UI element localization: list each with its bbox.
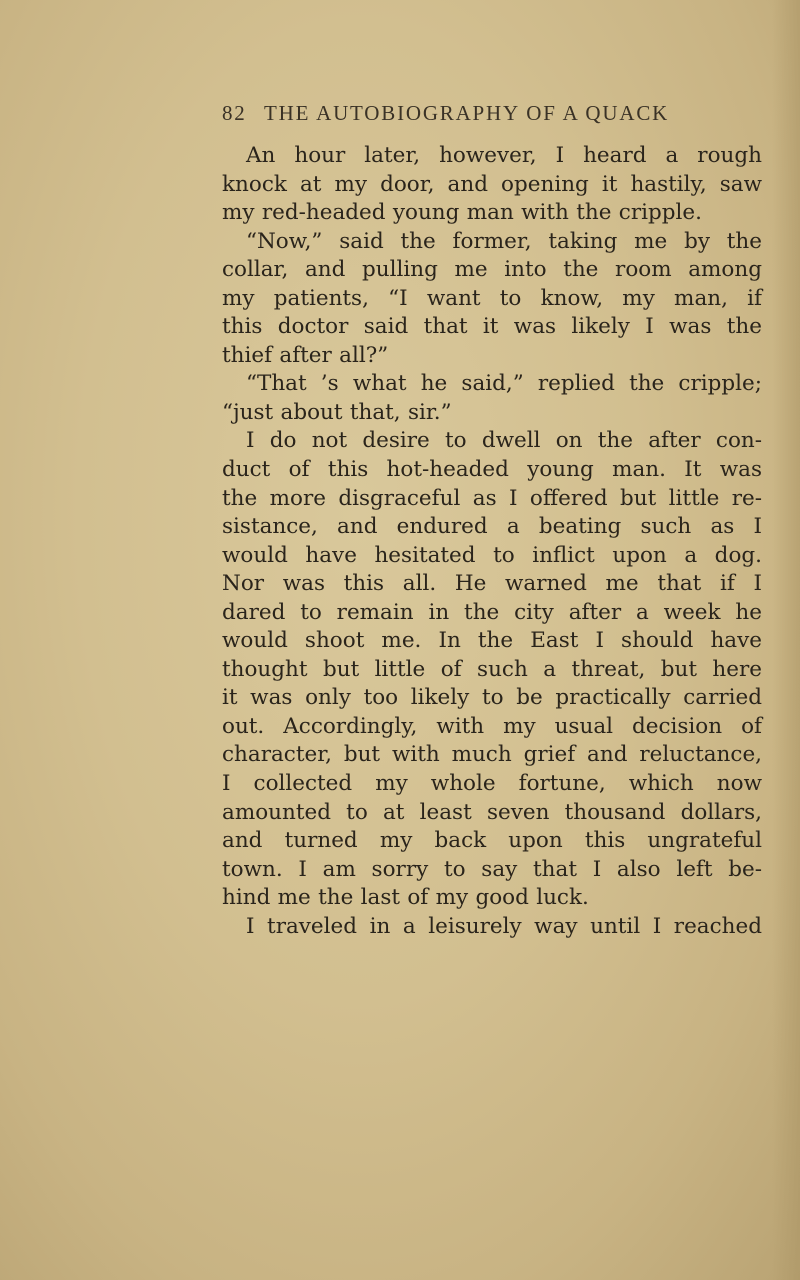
text-line: sistance, and endured a beating such as I (222, 514, 762, 540)
text-line: hind me the last of my good luck. (222, 885, 589, 911)
text-line: would have hesitated to inflict upon a dog. (222, 542, 762, 568)
text-line: thief after all?” (222, 342, 389, 368)
text-line: “just about that, sir.” (222, 399, 452, 425)
running-title: THE AUTOBIOGRAPHY OF A QUACK (264, 101, 670, 125)
text-line: Nor was this all. He warned me that if I (222, 571, 762, 597)
text-line: my patients, “I want to know, my man, if (222, 285, 762, 311)
text-line: dared to remain in the city after a week he (222, 599, 762, 625)
text-line: knock at my door, and opening it hastily, saw (222, 171, 762, 197)
text-line: character, but with much grief and reluctance, (222, 742, 762, 768)
text-line: this doctor said that it was likely I was the (222, 314, 762, 340)
page-number: 82 (222, 101, 247, 125)
text-line: I traveled in a leisurely way until I reached (246, 913, 762, 939)
text-line: duct of this hot-headed young man. It was (222, 457, 762, 483)
text-line: “That ’s what he said,” replied the cripple; (246, 371, 762, 397)
text-line: I do not desire to dwell on the after con- (246, 428, 762, 454)
text-line: I collected my whole fortune, which now (222, 771, 762, 797)
text-line: my red-headed young man with the cripple. (222, 200, 702, 226)
text-line: out. Accordingly, with my usual decision of (222, 713, 762, 739)
text-line: the more disgraceful as I offered but little re- (222, 485, 762, 511)
text-line: thought but little of such a threat, but here (222, 656, 762, 682)
text-line: it was only too likely to be practically carried (222, 685, 762, 711)
text-line: and turned my back upon this ungrateful (222, 828, 762, 854)
text-line: collar, and pulling me into the room among (222, 257, 762, 283)
text-line: amounted to at least seven thousand dollars, (222, 799, 762, 825)
text-line: would shoot me. In the East I should have (222, 628, 762, 654)
text-line: town. I am sorry to say that I also left be- (222, 856, 762, 882)
text-line: An hour later, however, I heard a rough (246, 143, 762, 168)
text-line: “Now,” said the former, taking me by the (246, 228, 762, 254)
body-text (222, 142, 762, 941)
